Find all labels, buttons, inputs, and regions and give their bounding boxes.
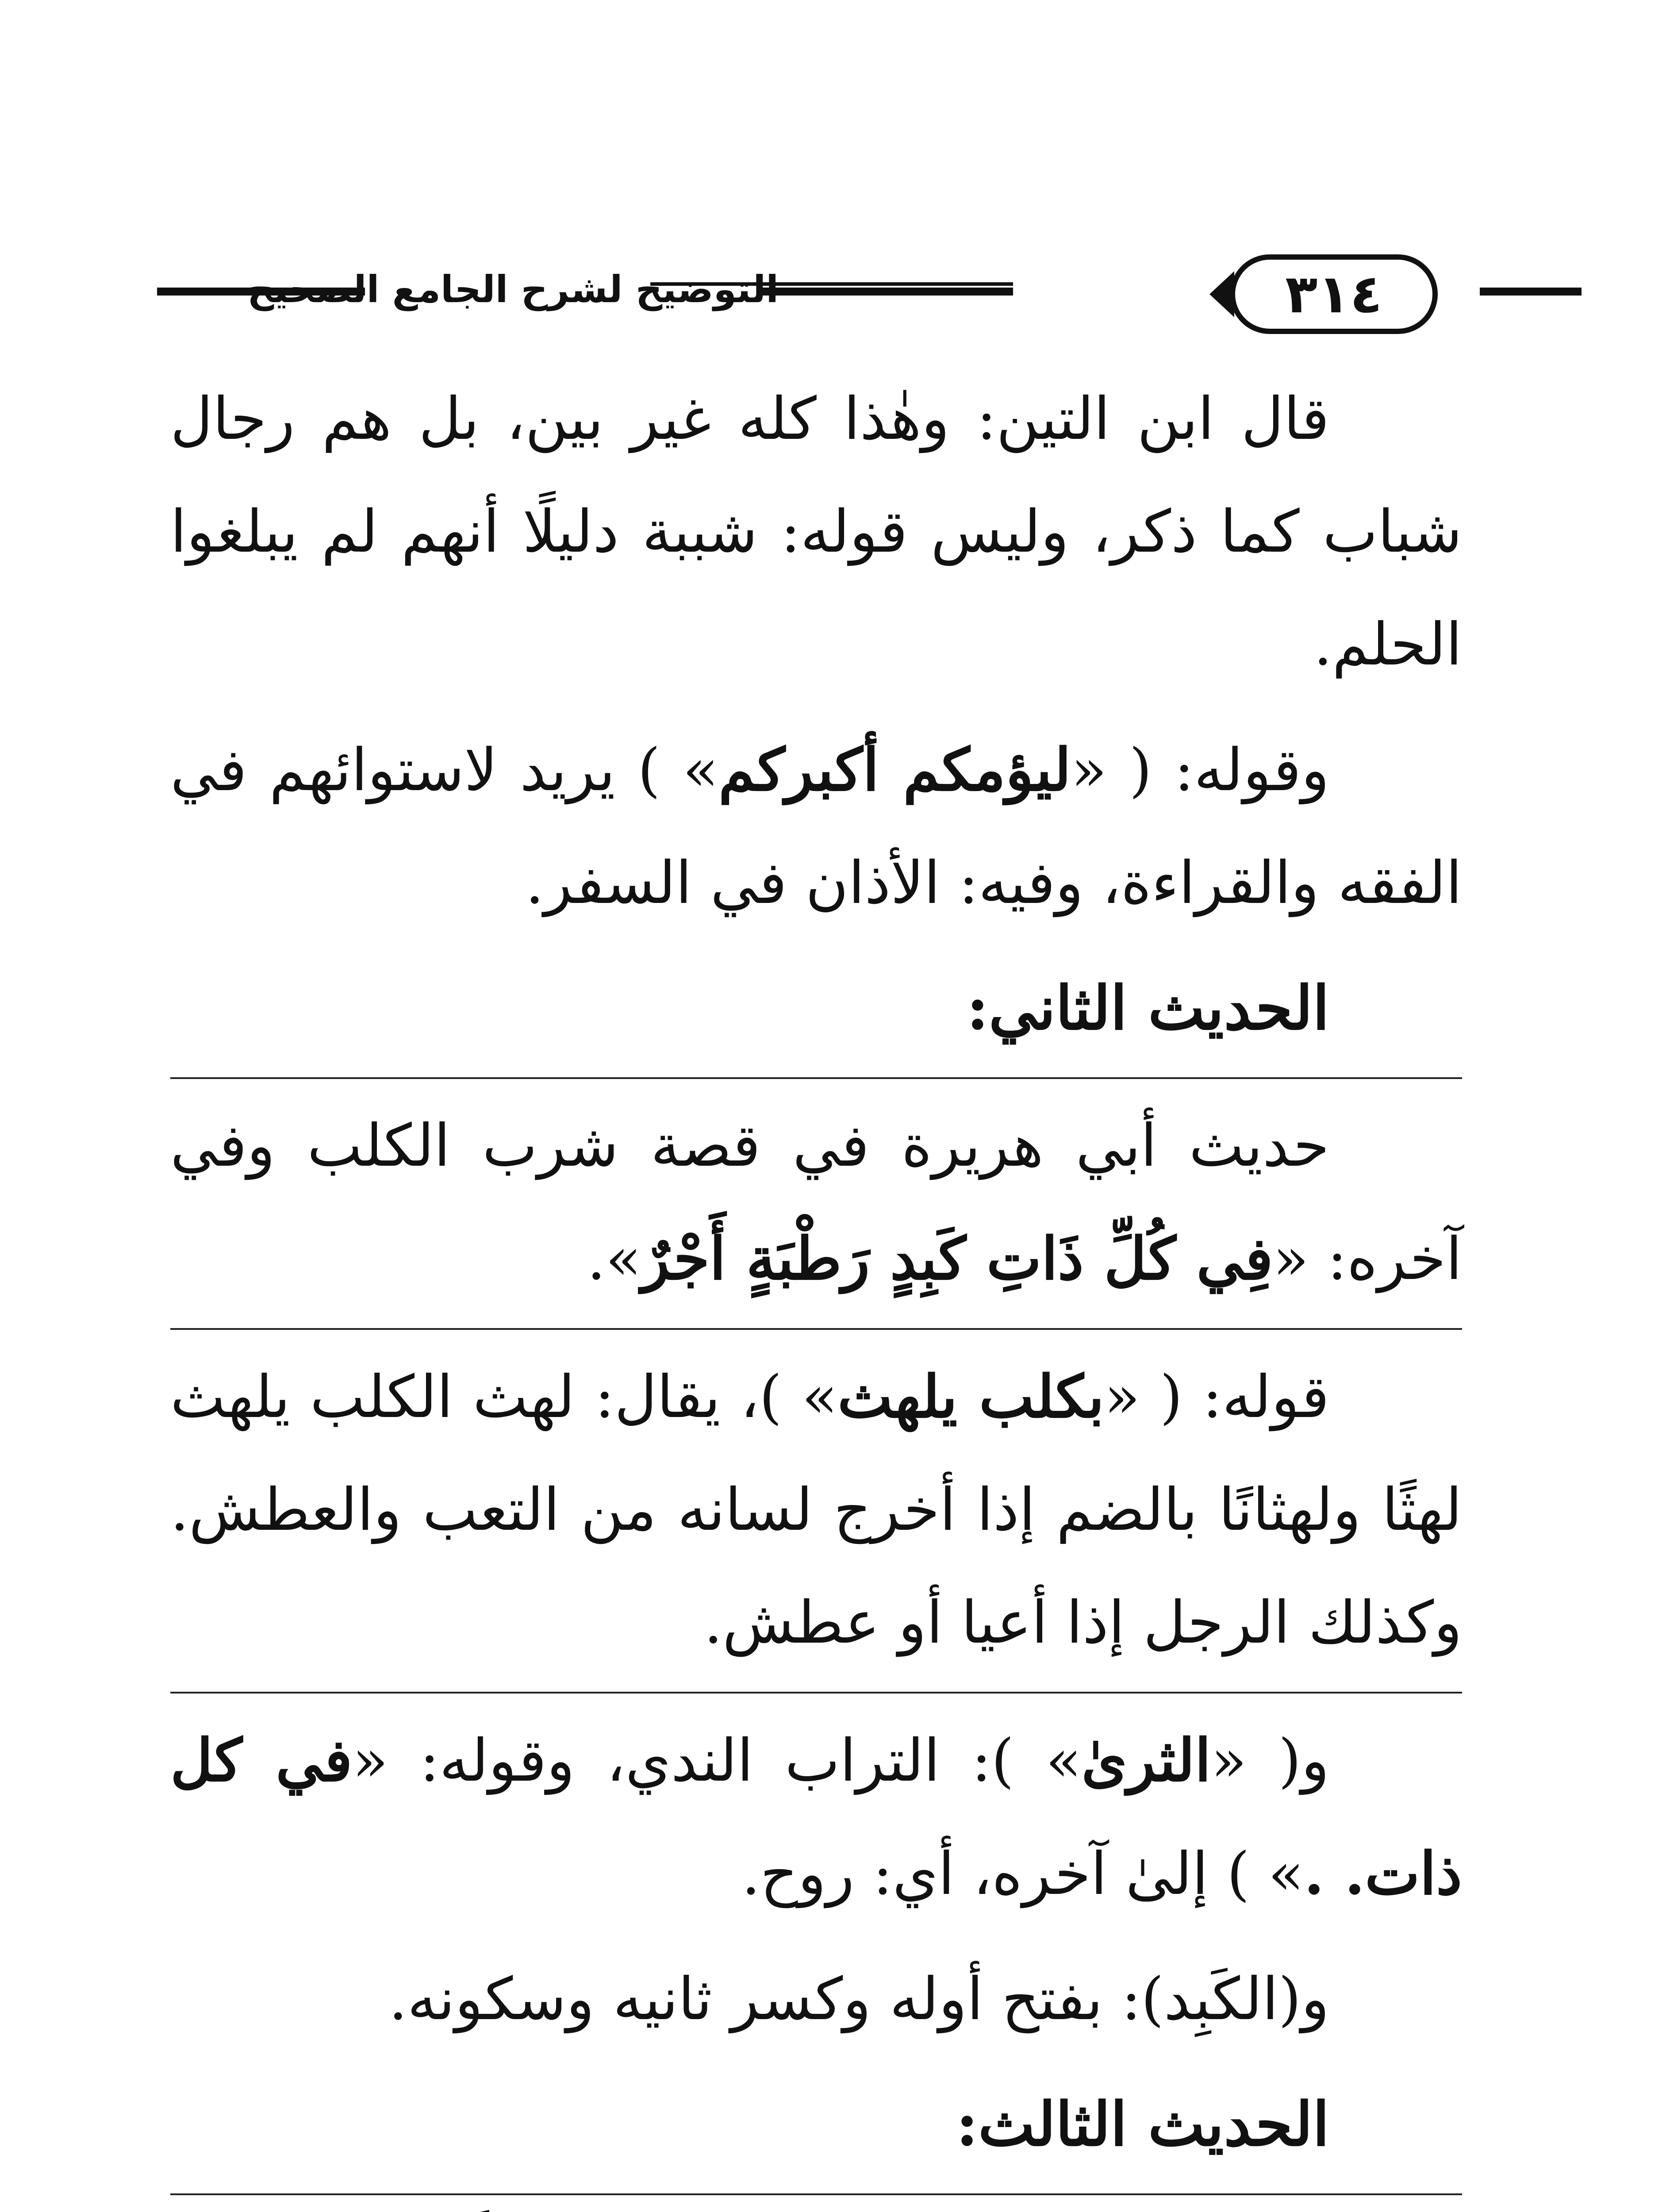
paragraph-text: و(الكَبِد): بفتح أوله وكسر ثانيه وسكونه. xyxy=(388,1965,1329,2033)
header-rule-middle xyxy=(761,288,1013,296)
section-divider xyxy=(170,2193,1462,2195)
quoted-text: في كل ذات. . xyxy=(170,1726,1462,1908)
heading-text: الحديث الثالث: xyxy=(956,2089,1329,2160)
page-number: ٣١٤ xyxy=(1285,263,1382,325)
quoted-text: بكلب يلهث xyxy=(837,1363,1105,1431)
heading-text: الحديث الثاني: xyxy=(966,973,1329,1044)
section-divider xyxy=(170,1328,1462,1330)
paragraph-6 xyxy=(170,1943,1462,2056)
hadith-quote: فِي كُلِّ ذَاتِ كَبِدٍ رَطْبَةٍ أَجْرٌ xyxy=(641,1225,1273,1293)
text-run: » ) إلىٰ آخره، أي: روح. xyxy=(741,1840,1304,1908)
text-run: و( « xyxy=(1211,1727,1329,1795)
text-run: قوله: ( « xyxy=(1104,1363,1329,1431)
section-heading-3 xyxy=(170,2068,1462,2181)
section-heading-2 xyxy=(170,952,1462,1065)
quoted-text: ليؤمكم أكبركم xyxy=(718,736,1071,804)
section-divider xyxy=(170,1077,1462,1079)
text-run: » ) يريد لاستوائهم في الفقه والقراءة، وفيه: الأذان في السفر. xyxy=(170,736,1462,917)
paragraph-2 xyxy=(170,714,1462,940)
text-run: ». xyxy=(587,1225,641,1293)
text-run: » )، يقال: لهث الكلب يلهث لهثًا ولهثانًا بالضم إذا أخرج لسانه من التعب والعطش. وكذلك الرجل إذا أعيا أو عطش. xyxy=(170,1363,1462,1657)
running-title: التوضيح لشرح الجامع الصحيح xyxy=(247,268,779,311)
paragraph-text: قال ابن التين: وهٰذا كله غير بين، بل هم رجال شباب كما ذكر، وليس قوله: شببة دليلًا أنهم لم يبلغوا الحلم. xyxy=(170,385,1462,679)
text-run: وقوله: ( « xyxy=(1071,736,1329,804)
page-number-badge xyxy=(1230,254,1438,334)
paragraph-4 xyxy=(170,1340,1462,1679)
header-rule-right xyxy=(1480,288,1582,296)
text-run: حديث أبي هريرة في قصة شرب الكلب وفي آخره: « xyxy=(170,1112,1462,1293)
quoted-text: الثرىٰ xyxy=(1081,1726,1211,1795)
section-divider xyxy=(170,1692,1462,1694)
paragraph-3 xyxy=(170,1090,1462,1316)
body-text xyxy=(170,363,1462,2212)
running-header xyxy=(0,248,1670,345)
paragraph-7 xyxy=(170,2206,1462,2212)
paragraph-5 xyxy=(170,1704,1462,1931)
text-run: » ): التراب الندي، وقوله: « xyxy=(352,1727,1082,1795)
paragraph-1 xyxy=(170,363,1462,701)
